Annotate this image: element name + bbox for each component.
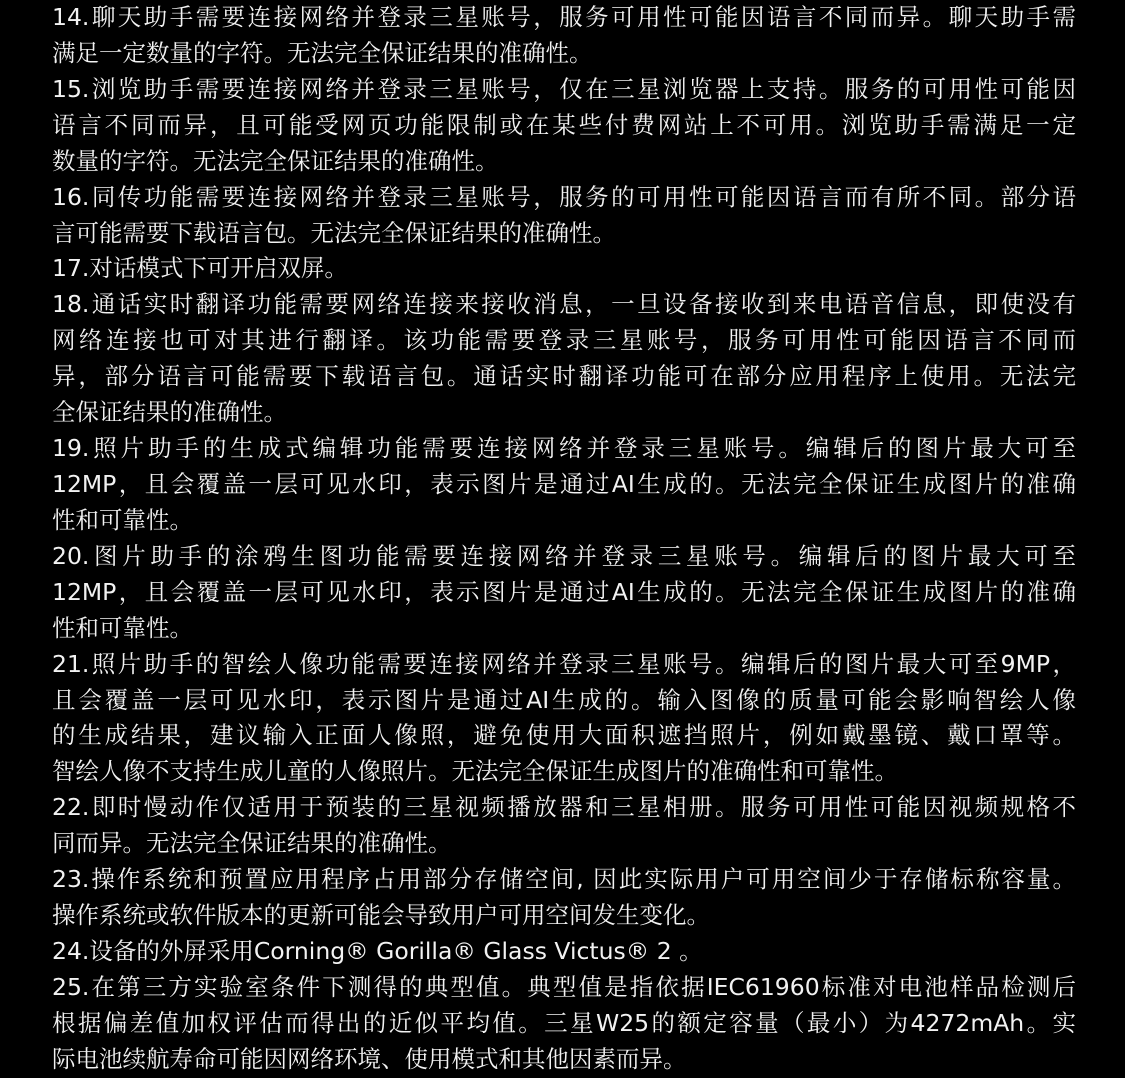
- footnote-24: [52, 934, 1076, 970]
- footnote-line: 网络连接也可对其进行翻译。该功能需要登录三星账号，服务可用性可能因语言不同而: [52, 326, 1076, 355]
- footnote-line: 19.照片助手的生成式编辑功能需要连接网络并登录三星账号。编辑后的图片最大可至: [52, 434, 1076, 463]
- footnote-line: 21.照片助手的智绘人像功能需要连接网络并登录三星账号。编辑后的图片最大可至9MP，: [52, 649, 1076, 678]
- footnote-15: [52, 72, 1076, 180]
- footnote-line: 23.操作系统和预置应用程序占用部分存储空间, 因此实际用户可用空间少于存储标称容量。: [52, 865, 1076, 894]
- footnote-line: 语言不同而异，且可能受网页功能限制或在某些付费网站上不可用。浏览助手需满足一定: [52, 110, 1076, 139]
- footnote-line: 际电池续航寿命可能因网络环境、使用模式和其他因素而异。: [52, 1044, 687, 1073]
- footnote-19: [52, 431, 1076, 539]
- footnote-line: 且会覆盖一层可见水印，表示图片是通过AI生成的。输入图像的质量可能会影响智绘人像: [52, 685, 1076, 714]
- footnotes-document: [52, 0, 1076, 1078]
- footnote-23: [52, 862, 1076, 934]
- footnote-line: 智绘人像不支持生成儿童的人像照片。无法完全保证生成图片的准确性和可靠性。: [52, 757, 898, 786]
- footnote-line: 言可能需要下载语言包。无法完全保证结果的准确性。: [52, 218, 616, 247]
- footnote-line: 的生成结果，建议输入正面人像照，避免使用大面积遮挡照片，例如戴墨镜、戴口罩等。: [52, 721, 1076, 750]
- footnote-line: 操作系统或软件版本的更新可能会导致用户可用空间发生变化。: [52, 901, 710, 930]
- footnote-line: 性和可靠性。: [52, 613, 193, 642]
- footnote-line: 17.对话模式下可开启双屏。: [52, 254, 348, 283]
- footnote-line: 满足一定数量的字符。无法完全保证结果的准确性。: [52, 38, 593, 67]
- footnote-21: [52, 647, 1076, 791]
- footnote-line: 24.设备的外屏采用Corning® Gorilla® Glass Victus® 2 。: [52, 936, 703, 965]
- footnote-line: 12MP，且会覆盖一层可见水印，表示图片是通过AI生成的。无法完全保证生成图片的准确: [52, 469, 1076, 498]
- footnote-20: [52, 539, 1076, 647]
- footnote-line: 12MP，且会覆盖一层可见水印，表示图片是通过AI生成的。无法完全保证生成图片的准确: [52, 577, 1076, 606]
- footnote-25: [52, 970, 1076, 1078]
- footnote-line: 15.浏览助手需要连接网络并登录三星账号，仅在三星浏览器上支持。服务的可用性可能因: [52, 74, 1076, 103]
- footnote-17: [52, 251, 1076, 287]
- footnote-line: 性和可靠性。: [52, 505, 193, 534]
- footnote-line: 14.聊天助手需要连接网络并登录三星账号，服务可用性可能因语言不同而异。聊天助手需: [52, 3, 1076, 31]
- footnote-line: 根据偏差值加权评估而得出的近似平均值。三星W25的额定容量（最小）为4272mAh。实: [52, 1008, 1076, 1037]
- footnote-line: 22.即时慢动作仅适用于预装的三星视频播放器和三星相册。服务可用性可能因视频规格不: [52, 793, 1076, 822]
- footnote-line: 全保证结果的准确性。: [52, 398, 287, 427]
- footnote-line: 同而异。无法完全保证结果的准确性。: [52, 829, 452, 858]
- footnote-line: 25.在第三方实验室条件下测得的典型值。典型值是指依据IEC61960标准对电池样品检测后: [52, 972, 1076, 1001]
- footnote-22: [52, 790, 1076, 862]
- footnote-line: 异，部分语言可能需要下载语言包。通话实时翻译功能可在部分应用程序上使用。无法完: [52, 362, 1076, 391]
- footnote-14: [52, 0, 1076, 72]
- footnote-18: [52, 287, 1076, 431]
- footnote-line: 16.同传功能需要连接网络并登录三星账号，服务的可用性可能因语言而有所不同。部分语: [52, 182, 1076, 211]
- footnote-line: 数量的字符。无法完全保证结果的准确性。: [52, 146, 499, 175]
- footnote-line: 18.通话实时翻译功能需要网络连接来接收消息，一旦设备接收到来电语音信息，即使没有: [52, 290, 1076, 319]
- footnote-line: 20.图片助手的涂鸦生图功能需要连接网络并登录三星账号。编辑后的图片最大可至: [52, 541, 1076, 570]
- footnote-16: [52, 180, 1076, 252]
